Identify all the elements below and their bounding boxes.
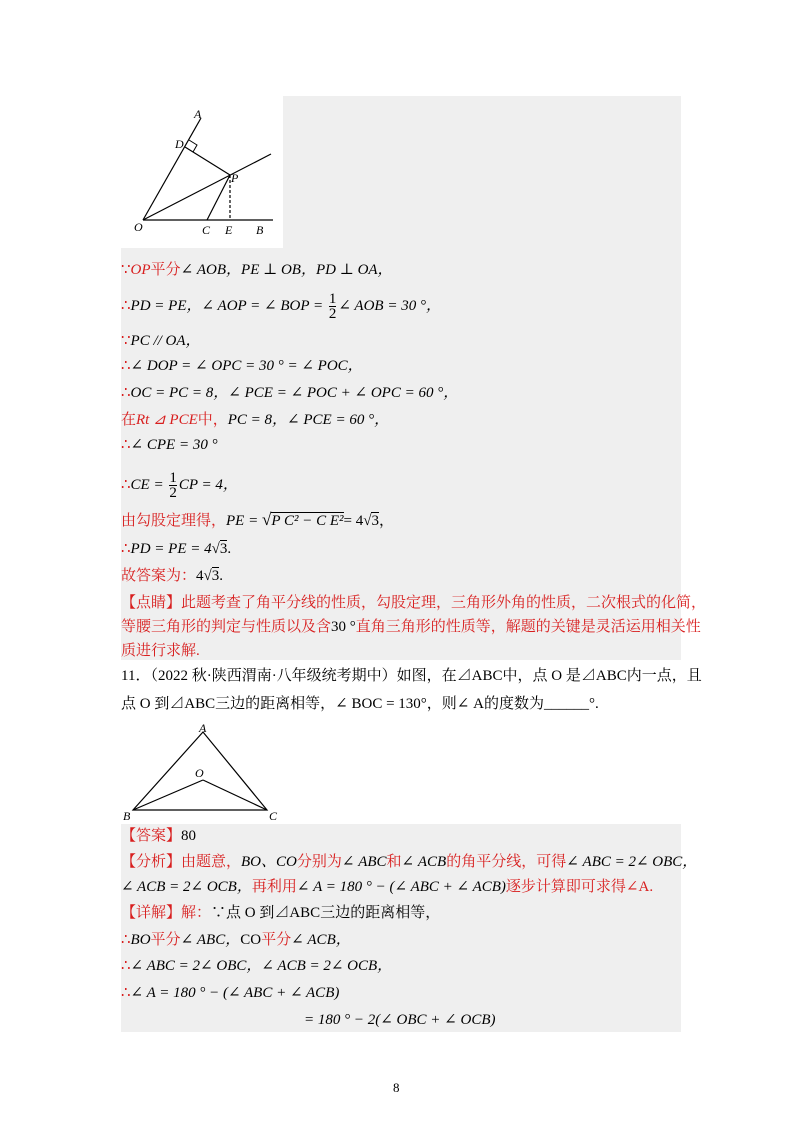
label-C: C (202, 223, 211, 237)
question-11-line-2: 点 O 到⊿ABC三边的距离相等，∠ BOC = 130°，则∠ A的度数为______°. (121, 696, 599, 712)
label-P: P (231, 171, 239, 185)
solution-line-10: ∴PD = PE = 4√3. (121, 541, 232, 557)
figure-angle-bisector (121, 96, 283, 248)
solution-line-8: ∴CE = $\frac{1}{2}$ CP = 4， (121, 470, 238, 501)
answer-line-1: 【答案】80 (121, 828, 197, 844)
solution-line-11: 故答案为：4√3. (121, 568, 223, 584)
label-A: A (199, 722, 207, 735)
label-A: A (194, 107, 202, 121)
solution-line-5: ∴OC = PC = 8，∠ PCE = ∠ POC + ∠ OPC = 60 °， (121, 385, 459, 401)
solution-line-6: 在Rt ⊿ PCE中，PC = 8，∠ PCE = 60 °， (121, 412, 390, 428)
solution-line-4: ∴∠ DOP = ∠ OPC = 30 ° = ∠ POC， (121, 358, 363, 374)
solution-line-12: 【点睛】此题考查了角平分线的性质，勾股定理，三角形外角的性质，二次根式的化简， (121, 595, 707, 611)
label-O: O (134, 220, 143, 234)
label-D: D (175, 137, 184, 151)
segment-dp (185, 147, 230, 175)
detail-line-5: = 180 ° − 2(∠ OBC + ∠ OCB) (304, 1012, 496, 1028)
analysis-line-1: 【分析】由题意，BO、CO分别为∠ ABC和∠ ACB的角平分线，可得∠ ABC = 2∠ OBC， (121, 854, 698, 870)
analysis-line-2: ∠ ACB = 2∠ OCB，再利用∠ A = 180 ° − (∠ ABC + ∠ ACB)逐步计算即可求得∠A. (121, 879, 654, 895)
label-O: O (195, 766, 204, 780)
solution-line-14: 质进行求解. (121, 643, 200, 659)
solution-line-13: 等腰三角形的判定与性质以及含30 °直角三角形的性质等，解题的关键是灵活运用相关性 (121, 619, 701, 635)
label-C: C (269, 809, 278, 823)
detail-line-1: 【详解】解：∵点 O 到⊿ABC三边的距离相等， (121, 905, 441, 921)
question-11-line-1: 11．（2022 秋·陕西渭南·八年级统考期中）如图，在⊿ABC中，点 O 是⊿ABC内一点，且 (121, 668, 702, 684)
segment-co (203, 780, 267, 810)
detail-line-4: ∴∠ A = 180 ° − (∠ ABC + ∠ ACB) (121, 985, 340, 1001)
label-B: B (123, 809, 131, 823)
detail-line-2: ∴BO平分∠ ABC，CO平分∠ ACB， (121, 932, 351, 948)
solution-line-1: ∵OP平分∠ AOB，PE ⊥ OB，PD ⊥ OA， (121, 262, 393, 278)
solution-line-2: ∴PD = PE，∠ AOP = ∠ BOP = $\frac{1}{2}$ ∠ AOB = 30 °， (121, 291, 441, 322)
segment-bo (133, 780, 203, 810)
solution-line-9: 由勾股定理得，PE = √P C² − C E²= 4√3， (121, 510, 394, 529)
solution-line-3: ∵PC // OA， (121, 333, 201, 349)
solution-line-7: ∴∠ CPE = 30 ° (121, 437, 218, 453)
label-E: E (225, 223, 233, 237)
detail-line-3: ∴∠ ABC = 2∠ OBC，∠ ACB = 2∠ OCB， (121, 958, 393, 974)
label-B: B (256, 223, 264, 237)
segment-pc (207, 175, 230, 220)
figure-triangle (121, 722, 291, 824)
page-number: 8 (393, 1080, 400, 1095)
